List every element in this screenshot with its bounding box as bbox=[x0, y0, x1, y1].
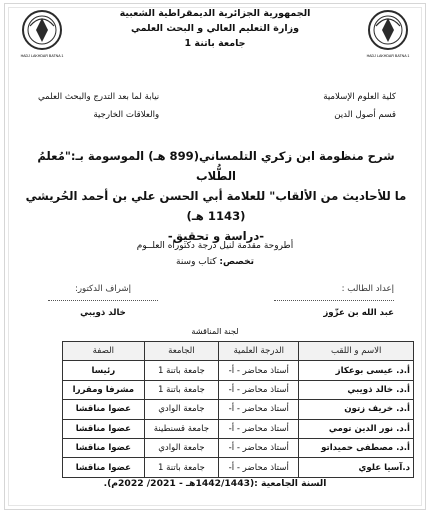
member-university: جامعة قسنطينة bbox=[144, 419, 218, 438]
thesis-title-line1: شرح منظومة ابن زكري التلمساني(899 هـ) الموسومة بـ:"مُعلمُ الطُّلاب bbox=[37, 149, 395, 183]
member-degree: أستاذ محاضر - أ- bbox=[219, 380, 299, 399]
student-label: إعداد الطالب : bbox=[341, 284, 394, 294]
table-row bbox=[63, 380, 414, 399]
member-name: أ.د. خالد ذويبي bbox=[299, 380, 414, 399]
thesis-title-line3: -دراسة و تحقيق- bbox=[167, 229, 265, 243]
member-degree: أستاذ محاضر - أ- bbox=[219, 438, 299, 457]
vice-rectorate-line1: نيابة لما بعد التدرج والبحث العلمي bbox=[38, 92, 160, 102]
college-name: كلية العلوم الإسلامية bbox=[323, 92, 396, 102]
thesis-title-line2: ما للأحاديث من الألقاب" للعلامة أبي الحسن علي بن أحمد الحُريشي (1143 هـ) bbox=[25, 189, 407, 223]
header-degree: الدرجة العلمية bbox=[219, 342, 299, 361]
member-role: مشرفا ومقررا bbox=[63, 380, 145, 399]
member-role: عضوا مناقشا bbox=[63, 458, 145, 477]
committee-table bbox=[62, 341, 414, 478]
member-degree: أستاذ محاضر - أ- bbox=[219, 400, 299, 419]
member-role: رئيسا bbox=[63, 361, 145, 380]
document-header bbox=[0, 6, 430, 51]
department-name: قسم أصول الدين bbox=[334, 110, 396, 120]
member-name: أ.د. عيسى بوعكاز bbox=[299, 361, 414, 380]
member-degree: أستاذ محاضر - أ- bbox=[219, 361, 299, 380]
member-degree: أستاذ محاضر - أ- bbox=[219, 458, 299, 477]
student-name: عبد الله بن عزّوز bbox=[323, 308, 394, 318]
specialization-label: تخصص: bbox=[219, 257, 254, 267]
supervisor-label: إشراف الدكتور: bbox=[74, 284, 132, 294]
member-role: عضوا مناقشا bbox=[63, 400, 145, 419]
table-row bbox=[63, 419, 414, 438]
university-name: جامعة باتنة 1 bbox=[184, 38, 246, 49]
thesis-title bbox=[24, 146, 408, 246]
degree-info bbox=[0, 238, 430, 270]
header-name: الاسم و اللقب bbox=[299, 342, 414, 361]
member-name: أ.د. مصطفى حميداتو bbox=[299, 438, 414, 457]
academic-year: السنة الجامعية :(1442/1443هـ - 2021/ 2022م). bbox=[103, 478, 327, 489]
table-row bbox=[63, 458, 414, 477]
member-name: د.آسيا علوي bbox=[299, 458, 414, 477]
member-name: أ.د. نور الدين تومي bbox=[299, 419, 414, 438]
header-university: الجامعة bbox=[144, 342, 218, 361]
republic-name: الجمهورية الجزائرية الديمقراطية الشعبية bbox=[119, 8, 311, 19]
ministry-name: وزارة التعليم العالي و البحث العلمي bbox=[131, 23, 299, 34]
member-university: جامعة الوادي bbox=[144, 438, 218, 457]
member-university: جامعة باتنة 1 bbox=[144, 380, 218, 399]
member-role: عضوا مناقشا bbox=[63, 438, 145, 457]
logo-left-text: HADJ LAKHDAR BATNA 1 bbox=[20, 54, 64, 58]
logo-right-text: HADJ LAKHDAR BATNA 1 bbox=[366, 54, 410, 58]
committee-header-row bbox=[63, 342, 414, 361]
committee-title: لجنة المناقشة bbox=[191, 326, 239, 336]
member-role: عضوا مناقشا bbox=[63, 419, 145, 438]
vice-rectorate-line2: والعلاقات الخارجية bbox=[93, 110, 160, 120]
member-name: أ.د. خريف زتون bbox=[299, 400, 414, 419]
degree-line: أطروحة مقدمة لنيل درجة دكتوراه العلــوم bbox=[136, 241, 294, 251]
member-degree: أستاذ محاضر - أ- bbox=[219, 419, 299, 438]
member-university: جامعة الوادي bbox=[144, 400, 218, 419]
table-row bbox=[63, 400, 414, 419]
header-role: الصفة bbox=[63, 342, 145, 361]
table-row bbox=[63, 438, 414, 457]
student-block bbox=[274, 282, 394, 319]
vice-rectorate-info bbox=[38, 88, 159, 124]
member-university: جامعة باتنة 1 bbox=[144, 458, 218, 477]
table-row bbox=[63, 361, 414, 380]
supervisor-name: خالد ذويبي bbox=[80, 308, 126, 318]
member-university: جامعة باتنة 1 bbox=[144, 361, 218, 380]
specialization-value: كتاب وسنة bbox=[176, 257, 220, 267]
supervisor-block bbox=[48, 282, 158, 319]
faculty-info bbox=[323, 88, 396, 124]
